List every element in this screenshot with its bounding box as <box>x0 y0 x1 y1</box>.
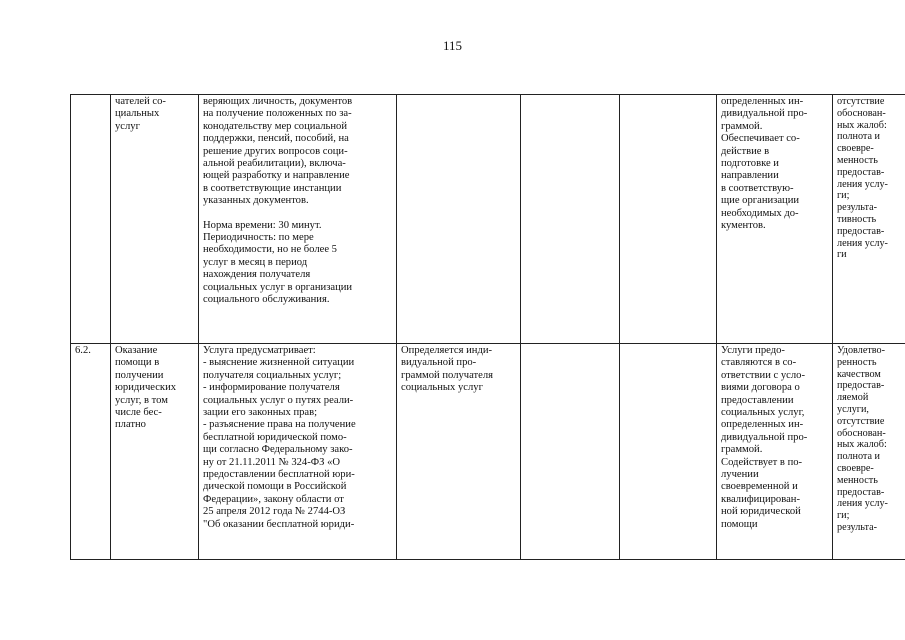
table-row <box>71 95 905 344</box>
service-conditions-cell <box>717 344 833 560</box>
service-description-cell <box>199 95 397 344</box>
service-quality-cell <box>833 95 905 344</box>
service-conditions-cell <box>717 95 833 344</box>
services-table <box>70 94 905 560</box>
page-number: 115 <box>442 38 463 53</box>
service-description: Услуга предусматривает: - выяснение жизненной ситуации получателя социальных услуг; - информирование получателя социальных услуг о путях реали- зации его законных прав; - разъяснение права на получение бесплатной юридической помо- щи согласно Федеральному зако- ну от 21.11.2011 № 324-ФЗ «О предоставлении бесплатной юри- дической помощи в Российской Федерации», закону области от 25 апреля 2012 года № 2744-ОЗ "Об оказании бесплатной юриди- <box>203 345 356 530</box>
service-volume-cell <box>397 95 521 344</box>
service-description: веряющих личность, документов на получение положенных по за- конодательству мер социальной поддержки, пенсий, пособий, на решение других вопросов соци- альной реабилитации), включа- ющей разработку и направление в соответствующие инстанции указанных документов. <box>203 96 353 207</box>
service-name-cell <box>111 95 199 344</box>
service-cost-cell <box>620 95 717 344</box>
service-quality: Удовлетво- ренность качеством предостав- ляемой услуги, отсутствие обоснован- ных жалоб: полнота и своевре- менность предостав- ления услу- ги; результа- <box>837 345 888 533</box>
service-deadline-cell <box>521 95 620 344</box>
service-name-cell <box>111 344 199 560</box>
table-row <box>71 344 905 560</box>
row-number: 6.2. <box>75 345 91 356</box>
service-volume: Определяется инди- видуальной про- граммой получателя социальных услуг <box>401 345 494 394</box>
service-deadline-cell <box>521 344 620 560</box>
service-cost-cell <box>620 344 717 560</box>
service-name: чателей со- циальных услуг <box>115 96 166 132</box>
service-quality-cell <box>833 344 905 560</box>
row-number-cell <box>71 95 111 344</box>
service-volume-cell <box>397 344 521 560</box>
service-conditions: определенных ин- дивидуальной про- граммой. Обеспечивает со- действие в подготовке и направлении в соответствую- щие организации необходимых до- кументов. <box>721 96 808 232</box>
service-name: Оказание помощи в получении юридических услуг, в том числе бес- платно <box>115 345 177 431</box>
service-quality: отсутствие обоснован- ных жалоб: полнота и своевре- менность предостав- ления услу- ги; результа- тивность предостав- ления услу- ги <box>837 96 888 261</box>
service-conditions: Услуги предо- ставляются в со- ответствии с усло- виями договора о предоставлении социальных услуг, определенных ин- дивидуальной про- граммой. Содействует в по- лучении своевременной и квалифицирован- ной юридической помощи <box>721 345 808 530</box>
row-number-cell <box>71 344 111 560</box>
service-description-cell <box>199 344 397 560</box>
service-time-norm: Норма времени: 30 минут. Периодичность: по мере необходимости, но не более 5 услуг в месяц в период нахождения получателя социальных услуг в организации социального обслуживания. <box>203 219 353 306</box>
